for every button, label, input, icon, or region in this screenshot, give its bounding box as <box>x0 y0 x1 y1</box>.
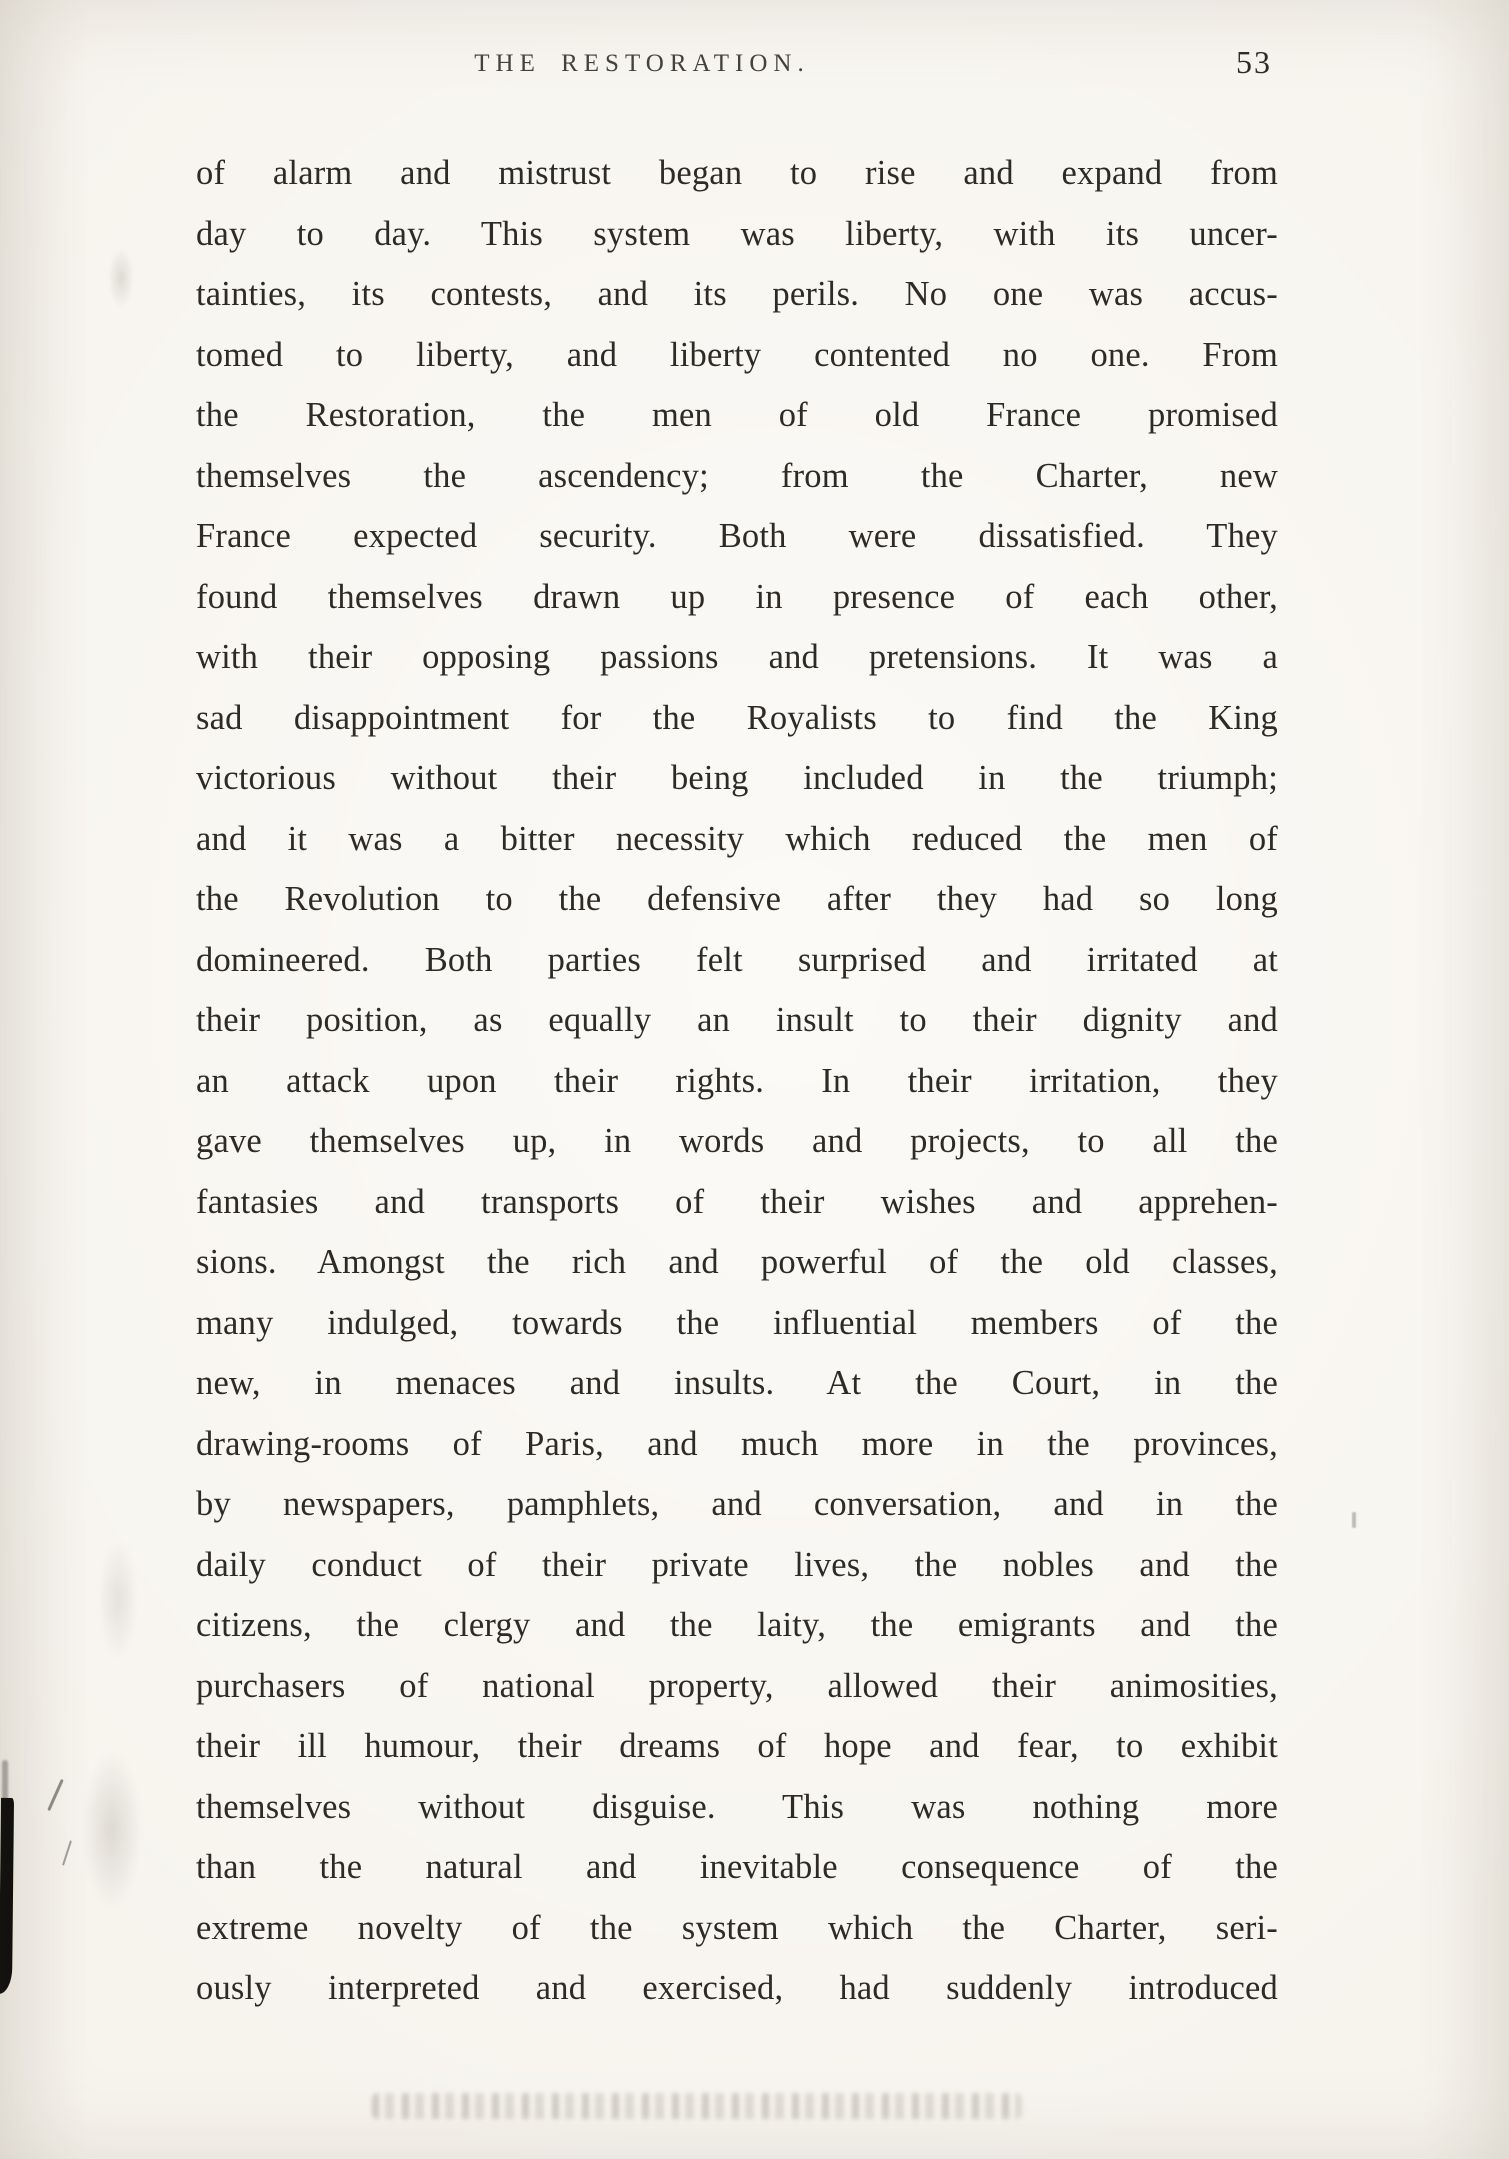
page-body <box>196 143 1278 2019</box>
text-line: of alarm and mistrust began to rise and expand from <box>196 154 1278 192</box>
text-line: extreme novelty of the system which the Charter, seri- <box>196 1908 1278 1947</box>
text-line: fantasies and transports of their wishes and apprehen- <box>196 1182 1278 1221</box>
text-line: drawing-rooms of Paris, and much more in the provinces, <box>196 1424 1278 1463</box>
text-line: tainties, its contests, and its perils. No one was accus- <box>196 275 1278 313</box>
running-header <box>196 44 1278 90</box>
margin-speck-artifact <box>1352 1512 1356 1528</box>
text-line: tomed to liberty, and liberty contented no one. From <box>196 335 1278 374</box>
text-line: day to day. This system was liberty, with its uncer- <box>196 214 1278 253</box>
text-line: than the natural and inevitable consequence of the <box>196 1848 1278 1886</box>
margin-smudge-artifact <box>108 248 134 308</box>
text-line: daily conduct of their private lives, the nobles and the <box>196 1545 1278 1584</box>
margin-smudge-artifact <box>82 1750 142 1910</box>
text-line: France expected security. Both were dissatisfied. They <box>196 517 1278 555</box>
text-line: themselves without disguise. This was nothing more <box>196 1787 1278 1826</box>
page-number: 53 <box>1236 44 1272 80</box>
text-line: purchasers of national property, allowed their animosities, <box>196 1666 1278 1705</box>
text-line: domineered. Both parties felt surprised and irritated at <box>196 940 1278 979</box>
text-line: and it was a bitter necessity which reduced the men of <box>196 819 1278 858</box>
text-line: many indulged, towards the influential members of the <box>196 1303 1278 1342</box>
margin-smudge-artifact <box>98 1540 138 1660</box>
text-line: themselves the ascendency; from the Charter, new <box>196 456 1278 495</box>
text-line: with their opposing passions and pretensions. It was a <box>196 638 1278 676</box>
pen-mark-artifact <box>47 1779 64 1811</box>
pen-mark-artifact <box>62 1840 72 1865</box>
binding-shadow-tail-artifact <box>2 1760 8 1810</box>
text-line: gave themselves up, in words and projects, to all the <box>196 1122 1278 1160</box>
text-line: by newspapers, pamphlets, and conversation, and in the <box>196 1485 1278 1523</box>
text-line: the Restoration, the men of old France promised <box>196 396 1278 434</box>
text-line: their ill humour, their dreams of hope and fear, to exhibit <box>196 1727 1278 1765</box>
text-line: their position, as equally an insult to their dignity and <box>196 1001 1278 1039</box>
text-line: an attack upon their rights. In their irritation, they <box>196 1061 1278 1100</box>
text-line: new, in menaces and insults. At the Court, in the <box>196 1364 1278 1402</box>
text-line: sad disappointment for the Royalists to find the King <box>196 698 1278 737</box>
text-line: the Revolution to the defensive after they had so long <box>196 880 1278 918</box>
text-line: ously interpreted and exercised, had suddenly introduced <box>196 1969 1278 2007</box>
text-line: citizens, the clergy and the laity, the emigrants and the <box>196 1606 1278 1644</box>
running-header-title: THE RESTORATION. <box>474 50 810 77</box>
bottom-bleedthrough-artifact <box>372 2093 1022 2119</box>
text-line: found themselves drawn up in presence of each other, <box>196 577 1278 616</box>
text-line: sions. Amongst the rich and powerful of the old classes, <box>196 1243 1278 1281</box>
text-line: victorious without their being included in the triumph; <box>196 759 1278 797</box>
binding-shadow-artifact <box>0 1798 14 1994</box>
